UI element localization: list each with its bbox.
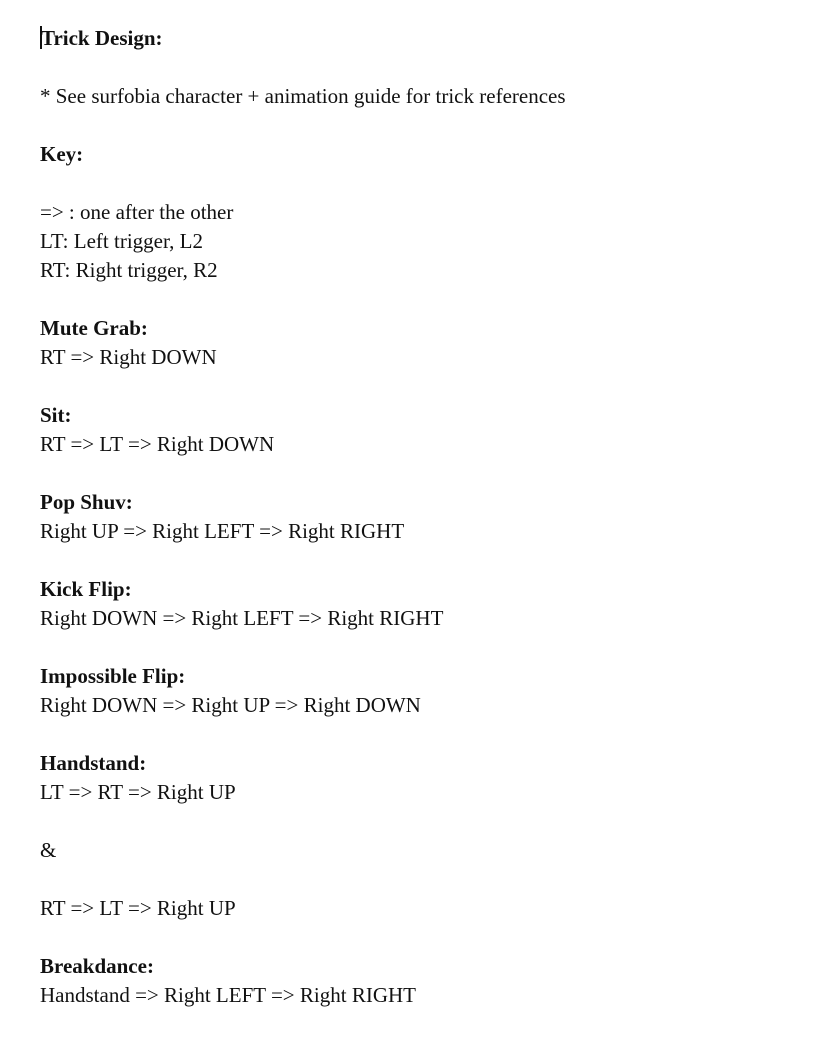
trick-name-breakdance: Breakdance:: [40, 954, 154, 978]
trick-combo-handstand: LT => RT => Right UP: [40, 780, 236, 804]
trick-separator-handstand: &: [40, 838, 57, 862]
blank-line: [40, 865, 800, 894]
blank-line: [40, 633, 800, 662]
trick-combo-mute-grab: RT => Right DOWN: [40, 345, 217, 369]
key-heading: Key:: [40, 142, 84, 166]
blank-line: [40, 720, 800, 749]
trick-alt-combo-handstand: RT => LT => Right UP: [40, 896, 236, 920]
trick-name-kick-flip: Kick Flip:: [40, 577, 132, 601]
document-body[interactable]: [40, 24, 800, 1010]
blank-line: [40, 285, 800, 314]
blank-line: [40, 807, 800, 836]
key-line-sequence: => : one after the other: [40, 200, 234, 224]
trick-combo-sit: RT => LT => Right DOWN: [40, 432, 275, 456]
blank-line: [40, 923, 800, 952]
trick-combo-kick-flip: Right DOWN => Right LEFT => Right RIGHT: [40, 606, 444, 630]
trick-name-handstand: Handstand:: [40, 751, 147, 775]
trick-name-pop-shuv: Pop Shuv:: [40, 490, 133, 514]
blank-line: [40, 169, 800, 198]
trick-name-mute-grab: Mute Grab:: [40, 316, 148, 340]
blank-line: [40, 459, 800, 488]
trick-combo-impossible-flip: Right DOWN => Right UP => Right DOWN: [40, 693, 421, 717]
document-title-line: [40, 24, 800, 53]
blank-line: [40, 111, 800, 140]
trick-combo-breakdance: Handstand => Right LEFT => Right RIGHT: [40, 983, 416, 1007]
blank-line: [40, 546, 800, 575]
document-title: Trick Design:: [41, 26, 163, 50]
key-line-rt: RT: Right trigger, R2: [40, 258, 218, 282]
blank-line: [40, 372, 800, 401]
reference-note: * See surfobia character + animation guide for trick references: [40, 84, 566, 108]
key-line-lt: LT: Left trigger, L2: [40, 229, 203, 253]
trick-combo-pop-shuv: Right UP => Right LEFT => Right RIGHT: [40, 519, 405, 543]
trick-name-impossible-flip: Impossible Flip:: [40, 664, 186, 688]
trick-name-sit: Sit:: [40, 403, 72, 427]
blank-line: [40, 53, 800, 82]
